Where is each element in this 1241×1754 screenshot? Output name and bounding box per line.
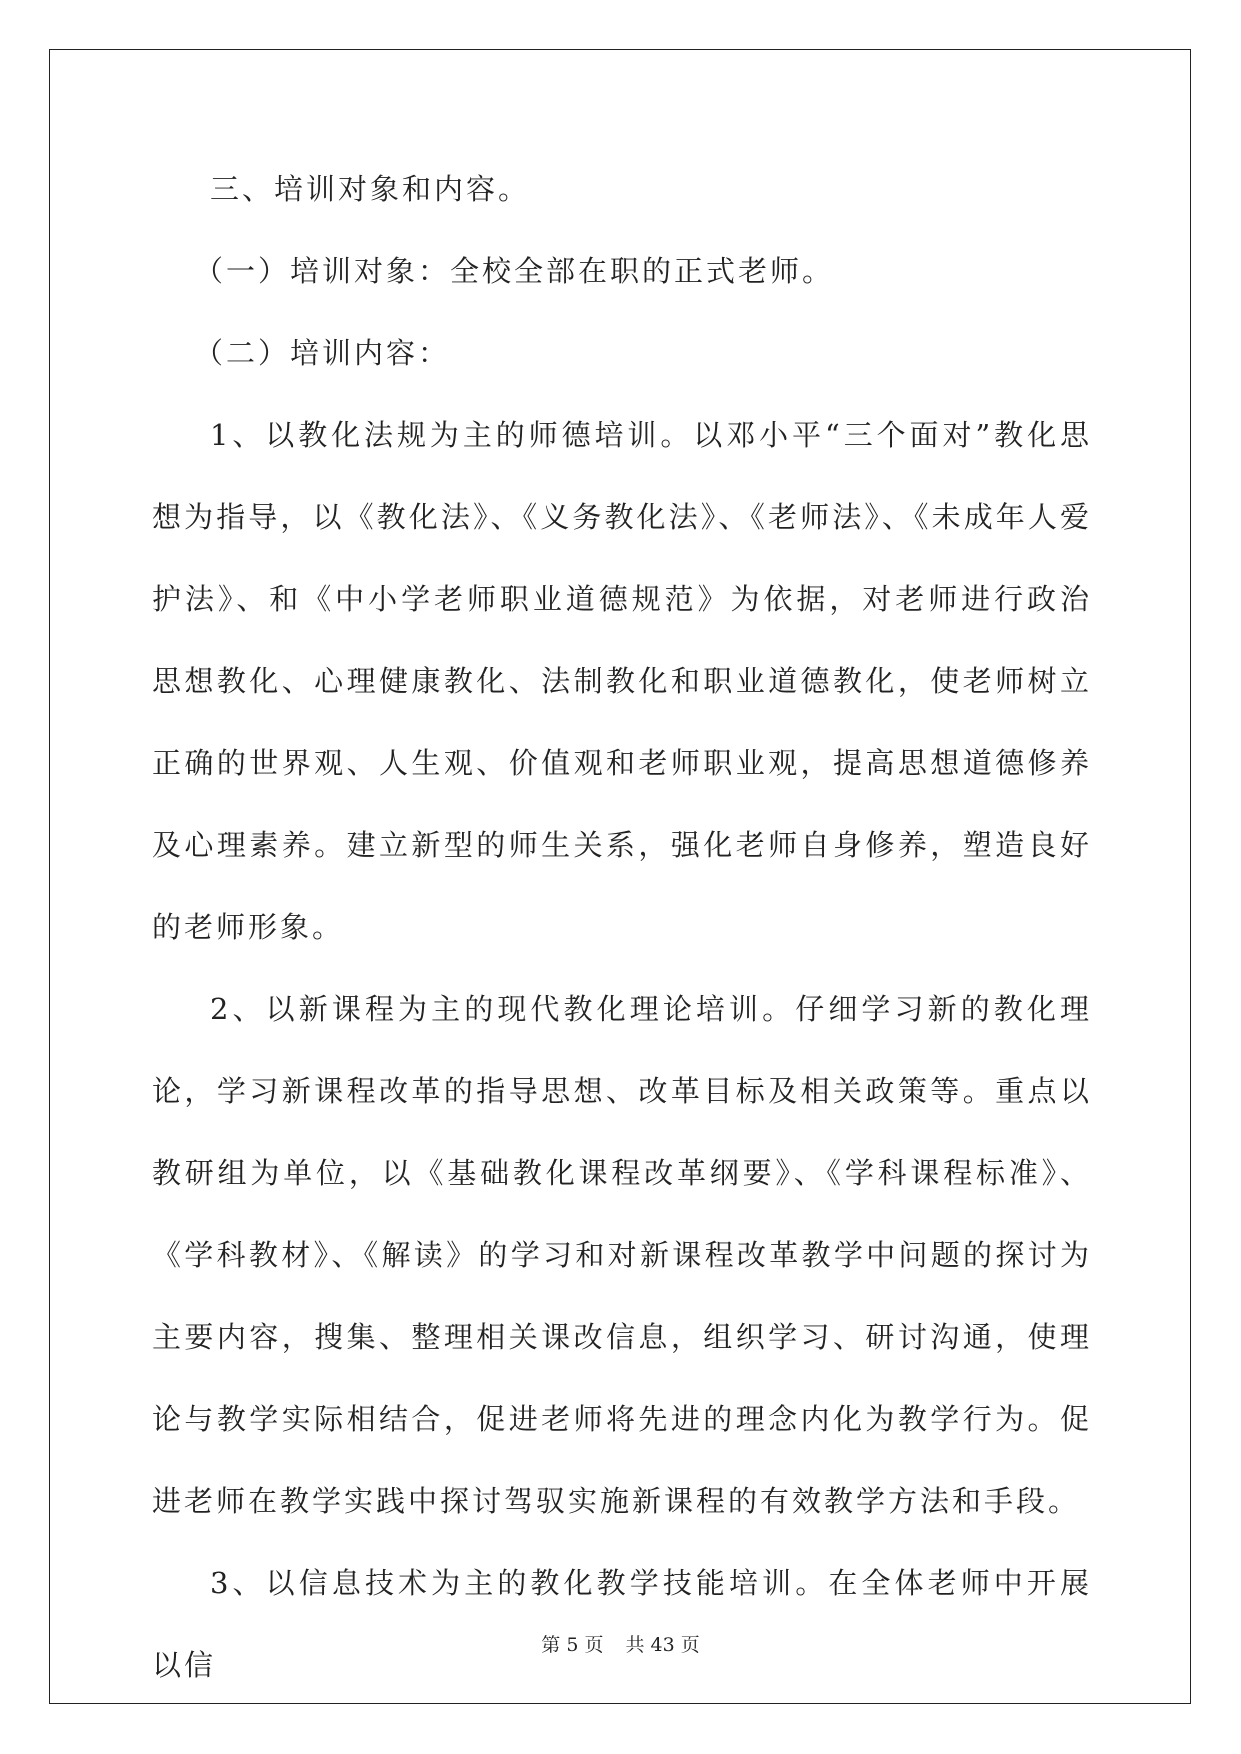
- total-pages: 共 43 页: [625, 1634, 700, 1656]
- subsection-content: （二）培训内容：: [194, 336, 451, 370]
- paragraph-item-1: 1、以教化法规为主的师德培训。以邓小平“三个面对”教化思想为指导，以《教化法》、《义务教化法》、《老师法》、《未成年人爱护法》、和《中小学老师职业道德规范》为依据，对老师进行政治思想教化、心理健康教化、法制教化和职业道德教化，使老师树立正确的世界观、人生观、价值观和老师职业观，提高思想道德修养及心理素养。建立新型的师生关系，强化老师自身修养，塑造良好的老师形象。: [152, 418, 1092, 944]
- section-heading: 三、培训对象和内容。: [210, 172, 531, 206]
- subsection-target: （一）培训对象：全校全部在职的正式老师。: [194, 254, 835, 288]
- page-footer: [0, 1630, 1241, 1657]
- document-body: [152, 148, 1092, 1706]
- paragraph-item-3: 3、以信息技术为主的教化教学技能培训。在全体老师中开展以信: [152, 1566, 1092, 1682]
- page-number: 第 5 页: [541, 1634, 604, 1656]
- paragraph-item-2: 2、以新课程为主的现代教化理论培训。仔细学习新的教化理论，学习新课程改革的指导思想、改革目标及相关政策等。重点以教研组为单位，以《基础教化课程改革纲要》、《学科课程标准》、《学科教材》、《解读》的学习和对新课程改革教学中问题的探讨为主要内容，搜集、整理相关课改信息，组织学习、研讨沟通，使理论与教学实际相结合，促进老师将先进的理念内化为教学行为。促进老师在教学实践中探讨驾驭实施新课程的有效教学方法和手段。: [152, 992, 1092, 1518]
